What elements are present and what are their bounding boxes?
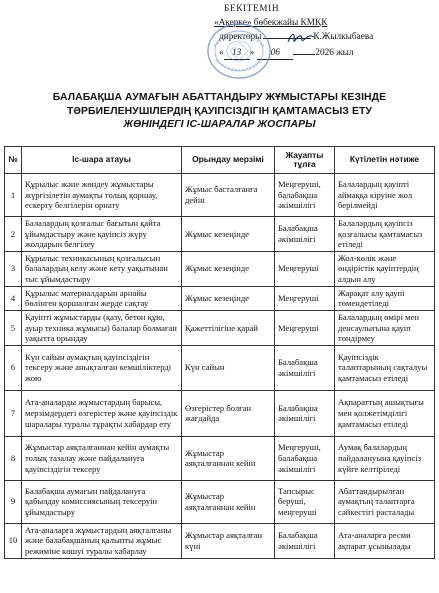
row-deadline: Жұмыс кезеңінде: [182, 286, 275, 310]
row-deadline: Жұмыстар аяқталғаннан кейін: [182, 436, 275, 480]
table-row: [5, 174, 435, 217]
row-result: Ақпараттың ашықтығы мен қолжетімділігі қамтамасыз етіледі: [335, 390, 435, 436]
row-action: Қауіпті жұмыстарды (қазу, бетон құю, ауыр техника жұмысы) балалар болмаған уақытта орындау: [22, 310, 182, 345]
row-responsible: Балабақша әкімшілігі: [275, 390, 335, 436]
approval-role: директоры: [219, 32, 262, 42]
approval-organization: «Акерке» бөбекжайы КМҚК: [214, 18, 328, 28]
header-result: Күтілетін нәтиже: [335, 147, 435, 174]
approval-name: К.Жылкыбаева: [313, 32, 374, 42]
row-num: 3: [5, 251, 22, 286]
row-action: Құрылыс техникасының қозғалысын балалардың келу және кету уақытынан тыс ұйымдастыру: [22, 251, 182, 286]
table-row: [5, 345, 435, 390]
row-deadline: Күн сайын: [182, 345, 275, 390]
row-deadline: Жұмыстар аяқталған күні: [182, 523, 275, 558]
approval-date-line: « 13 » 06 2026 жыл: [219, 48, 354, 58]
row-result: Ата-аналарға ресми ақпарат ұсынылады: [335, 523, 435, 558]
row-deadline: Жұмыстар аяқталғаннан кейін: [182, 480, 275, 523]
row-deadline: Жұмыс кезеңінде: [182, 217, 275, 252]
title-line-1: БАЛАБАҚША АУМАҒЫН АБАТТАНДЫРУ ЖҰМЫСТАРЫ КЕЗІНДЕ: [52, 92, 387, 103]
row-result: Жарақат алу қаупі төмендетіледі: [335, 286, 435, 310]
row-responsible: Тапсырыс беруші, меңгеруші: [275, 480, 335, 523]
row-num: 6: [5, 345, 22, 390]
row-deadline: Қажеттілігіне қарай: [182, 310, 275, 345]
table-row: [5, 436, 435, 480]
row-responsible: Меңгеруші: [275, 286, 335, 310]
row-responsible: Меңгеруші, балабақша әкімшілігі: [275, 174, 335, 217]
table-row: [5, 286, 435, 310]
row-action: Жұмыстар аяқталғаннан кейін аумақты толық тазалау және пайдалануға қауіпсіздігін тексеру: [22, 436, 182, 480]
action-plan-table: [4, 146, 435, 559]
table-row: [5, 310, 435, 345]
row-num: 7: [5, 390, 22, 436]
row-num: 5: [5, 310, 22, 345]
row-num: 2: [5, 217, 22, 252]
row-responsible: Меңгеруші, балабақша әкімшілігі: [275, 436, 335, 480]
row-num: 1: [5, 174, 22, 217]
header-deadline: Орындау мерзімі: [182, 147, 275, 174]
row-responsible: Меңгеруші: [275, 310, 335, 345]
director-signature: [286, 30, 316, 46]
table-row: [5, 217, 435, 252]
row-num: 10: [5, 523, 22, 558]
header-responsible: Жауапты тұлға: [275, 147, 335, 174]
document-title: [14, 91, 425, 132]
row-deadline: Жұмыс басталғанға дейін: [182, 174, 275, 217]
row-result: Жол-көлік және өндірістік қауіптердің алдын алу: [335, 251, 435, 286]
official-seal-stamp: [206, 22, 272, 80]
row-responsible: Балабақша әкімшілігі: [275, 345, 335, 390]
table-header-row: [5, 147, 435, 174]
table-row: [5, 523, 435, 558]
row-action: Балалардың қозғалыс бағытын қайта ұйымдастыру және қауіпсіз жүру жолдарын белгілеу: [22, 217, 182, 252]
row-action: Балабақша аумағын пайдалануға қабылдау комиссиясының тексеруін ұйымдастыру: [22, 480, 182, 523]
approval-block: [0, 0, 439, 80]
row-action: Ата-аналарды жұмыстардың барысы, мерзімдердегі өзгерістер және қауіпсіздік шаралары туралы тұрақты хабардар ету: [22, 390, 182, 436]
row-result: Аумақ балалардың пайдалануына қауіпсіз күйге келтіріледі: [335, 436, 435, 480]
row-responsible: Балабақша әкімшілігі: [275, 217, 335, 252]
row-result: Қауіпсіздік талаптарының сақталуы қамтамасыз етіледі: [335, 345, 435, 390]
row-action: Құрылыс және жөндеу жұмыстары жүргізілетін аумақты толық қоршау, ескерту белгілерін орнату: [22, 174, 182, 217]
row-deadline: Жұмыс кезеңінде: [182, 251, 275, 286]
table-row: [5, 251, 435, 286]
row-num: 8: [5, 436, 22, 480]
row-num: 9: [5, 480, 22, 523]
approval-day: 13: [224, 48, 250, 60]
row-action: Ата-аналарға жұмыстардың аяқталғаны және балабақшаның қалыпты жұмыс режиміне көшуі туралы хабарлау: [22, 523, 182, 558]
row-responsible: Меңгеруші: [275, 251, 335, 286]
table-row: [5, 390, 435, 436]
row-result: Балалардың қауіпсіз қозғалысы қамтамасыз етіледі: [335, 217, 435, 252]
approval-year: 2026 жыл: [315, 48, 354, 58]
header-num: №: [5, 147, 22, 174]
row-deadline: Өзгерістер болған жағдайда: [182, 390, 275, 436]
table-row: [5, 480, 435, 523]
title-line-3: ЖӨНІНДЕГІ ІС-ШАРАЛАР ЖОСПАРЫ: [123, 119, 316, 130]
row-result: Абаттандырылған аумақтың талаптарға сәйкестігі расталады: [335, 480, 435, 523]
row-responsible: Балабақша әкімшілігі: [275, 523, 335, 558]
row-action: Құрылыс материалдарын арнайы бөлінген қоршалған жерде сақтау: [22, 286, 182, 310]
header-action: Іс-шара атауы: [22, 147, 182, 174]
row-num: 4: [5, 286, 22, 310]
row-result: Балалардың өмірі мен денсаулығына қауіп төндірмеу: [335, 310, 435, 345]
row-result: Балалардың қауіпті аймаққа кіруіне жол берілмейді: [335, 174, 435, 217]
row-action: Күн сайын аумақтың қауіпсіздігін тексеру және анықталған кемшіліктерді жою: [22, 345, 182, 390]
approval-heading: БЕКІТЕМІН: [224, 4, 280, 14]
title-line-2: ТӘРБИЕЛЕНУШІЛЕРДІҢ ҚАУІПСІЗДІГІН ҚАМТАМАСЫЗ ЕТУ: [66, 105, 373, 117]
approval-month: 06: [257, 48, 293, 60]
